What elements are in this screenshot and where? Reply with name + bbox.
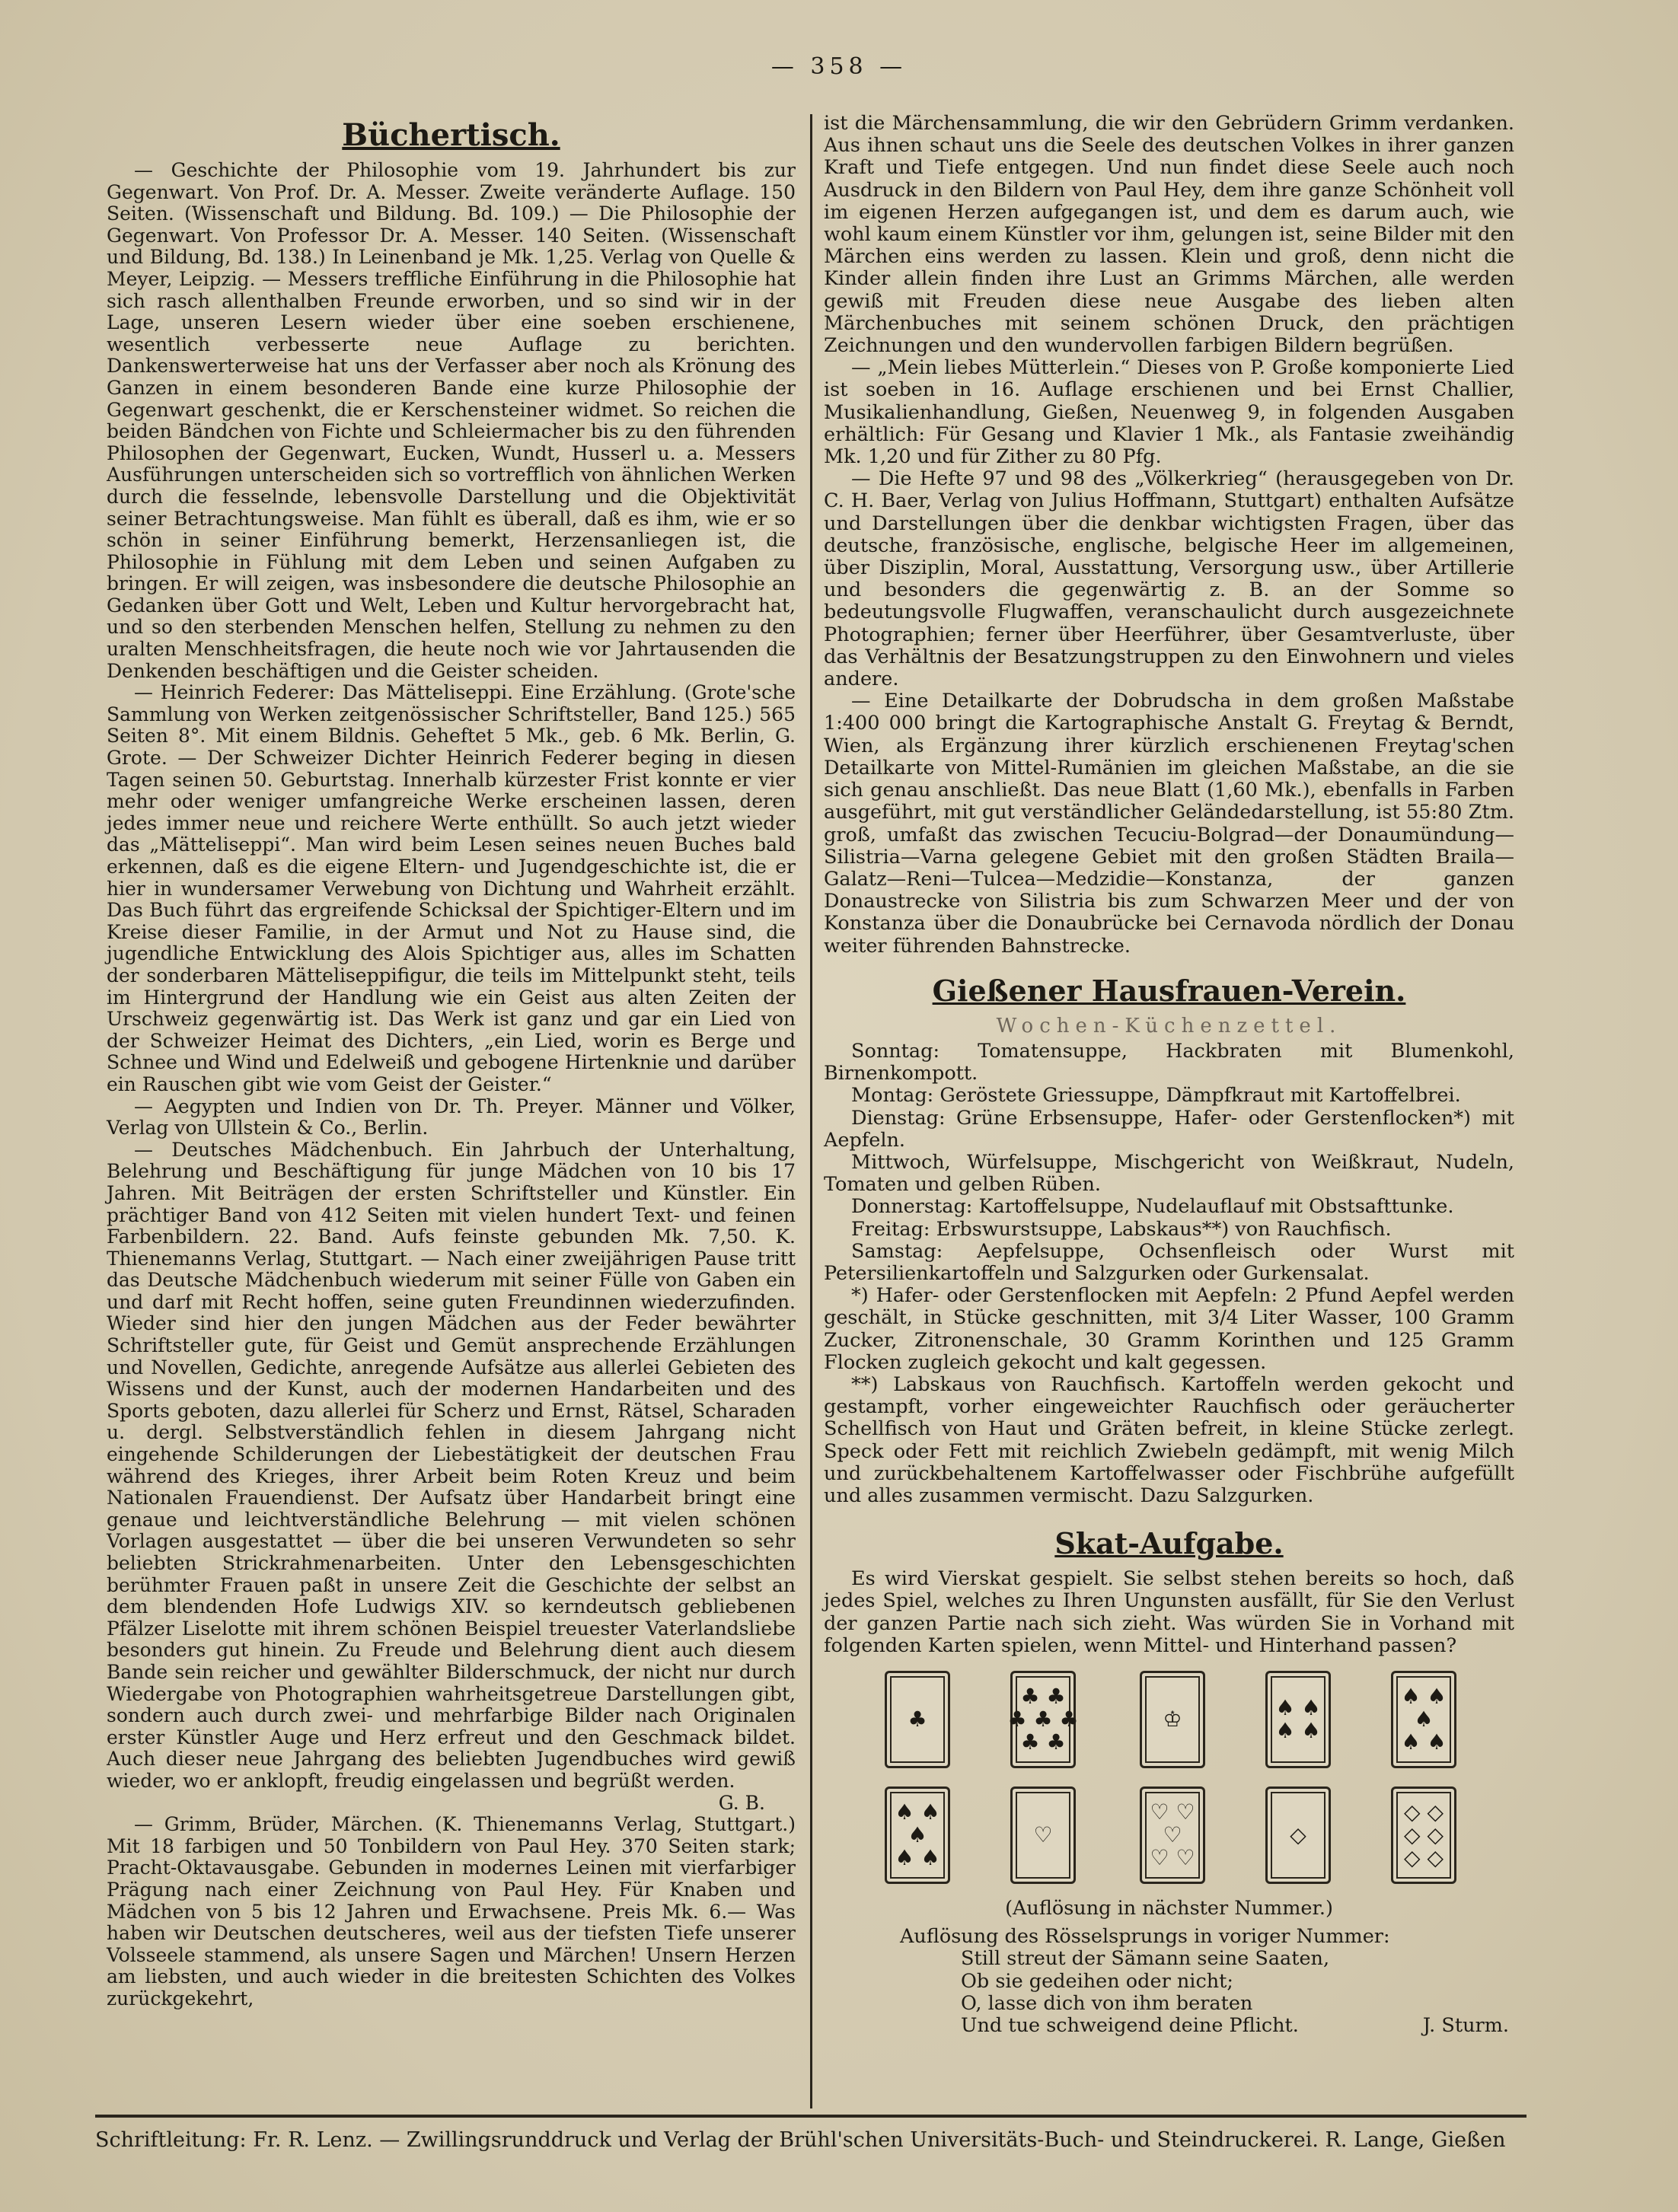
menu-day: Dienstag: Grüne Erbsensuppe, Hafer- oder Gerstenflocken*) mit Aepfeln. [824,1106,1514,1152]
review-aegypten: — Aegypten und Indien von Dr. Th. Preyer. Männer und Völker, Verlag von Ullstein & Co., Berlin. [107,1095,796,1139]
playing-cards [824,1665,1514,1893]
recipe-note: *) Hafer- oder Gerstenflocken mit Aepfeln: 2 Pfund Aepfel werden geschält, in Stücke geschnitten, mit 3/4 Liter Wasser, 100 Gramm Zucker, Zitronenschale, 30 Gramm Korinthen und 125 Gramm Flocken zugleich gekocht und kalt gegessen. [824,1284,1514,1374]
poem-line: Ob sie gedeihen oder nicht; [961,1969,1233,1993]
playing-card: ♣ [885,1671,950,1768]
menu-day: Freitag: Erbswurstsuppe, Labskaus**) von Rauchfisch. [851,1217,1392,1241]
playing-card: ◇ ◇ ◇ ◇ ◇ ◇ [1391,1786,1456,1884]
column-divider [810,114,812,2108]
playing-card: ♠ ♠ ♠ ♠ ♠ [1391,1671,1456,1768]
review-federer: — Heinrich Federer: Das Mätteliseppi. Eine Erzählung. (Grote'sche Sammlung von Werken zeitgenössischer Schriftsteller, Band 125.) 565 Seiten 8°. Mit einem Bildnis. Geheftet 5 Mk., geb. 6 Mk. Berlin, G. Grote. — Der Schweizer Dichter Heinrich Federer beging in diesen Tagen seinen 50. Geburtstag. Innerhalb kürzester Frist konnte er vier mehr oder weniger umfangreiche Werke erscheinen lassen, deren jedes immer neue und reichere Werte enthüllt. So auch jetzt wieder das „Mätteliseppi“. Man wird beim Lesen seines neuen Buches bald erkennen, daß es die eigene Eltern- und Jugendgeschichte ist, die er hier in wundersamer Verwebung von Dichtung und Wahrheit erzählt. Das Buch führt das ergreifende Schicksal der Spichtiger-Eltern und im Kreise dieser Familie, in der Armut und Not zu Hause sind, die jugendliche Entwicklung des Alois Spichtiger aus, alles im Schatten der sonderbaren Mätteliseppifigur, die teils im Mittelpunkt steht, teils im Hintergrund der Handlung wie ein Geist aus alten Zeiten der Urschweiz gegenwärtig ist. Das Werk ist ganz und gar ein Lied von der Schweizer Heimat des Dichters, „ein Lied, worin es Berge und Schnee und Wind und Edelweiß und gebogene Hirtenknie und darüber ein Rauschen gibt wie vom Geist der Geister.“ [107,681,796,1095]
notice-dobrudscha-map: — Eine Detailkarte der Dobrudscha in dem großen Maßstabe 1:400 000 bringt die Kartographische Anstalt G. Freytag & Berndt, Wien, als Ergänzung ihrer kürzlich erschienenen Freytag'schen Detailkarte von Mittel-Rumänien im gleichen Maßstabe, an die sie sich genau anschließt. Das neue Blatt (1,60 Mk.), ebenfalls in Farben ausgeführt, mit gut verständlicher Geländedarstellung, ist 55:80 Ztm. groß, umfaßt das zwischen Tecuciu-Bolgrad—der Donaumündung—Silistria—Varna gelegene Gebiet mit den großen Städten Braila—Galatz—Reni—Tulcea—Medzidie—Konstanza, der ganzen Donaustrecke von Silistria bis zum Schwarzen Meer und der von Konstanza über die Donaubrücke bei Cernavoda nördlich der Donau weiter führenden Bahnstrecke. [824,690,1514,958]
playing-card: ♡ [1010,1786,1076,1884]
page-number: — 358 — [770,53,908,80]
review-maedchenbuch: — Deutsches Mädchenbuch. Ein Jahrbuch der Unterhaltung, Belehrung und Beschäftigung für junge Mädchen von 10 bis 17 Jahren. Mit Beiträgen der ersten Schriftsteller und Künstler. Ein prächtiger Band von 412 Seiten mit vielen hundert Text- und feinen Farbenbildern. 22. Band. Aufs feinste gebunden Mk. 7,50. K. Thienemanns Verlag, Stuttgart. — Nach einer zweijährigen Pause tritt das Deutsche Mädchenbuch wiederum mit seiner Fülle von Gaben ein und darf mit Recht hoffen, seine guten Freundinnen wiederzufinden. Wieder sind hier den jungen Mädchen aus der Feder bewährter Schriftsteller gute, für Geist und Gemüt ansprechende Erzählungen und Novellen, Gedichte, anregende Aufsätze aus allerlei Gebieten des Wissens und der Kunst, auch der modernen Handarbeiten und des Sports geboten, dazu allerlei für Scherz und Ernst, Rätsel, Scharaden u. dergl. Selbstverständlich fehlen in diesem Jahrgang nicht eingehende Schilderungen der Liebestätigkeit der deutschen Frau während des Krieges, ihrer Arbeit beim Roten Kreuz und beim Nationalen Frauendienst. Der Aufsatz über Handarbeit bringt eine genaue und leichtverständliche Belehrung — mit vielen schönen Vorlagen ausgestattet — über die bei unseren Verwundeten so sehr beliebten Strickrahmenarbeiten. Unter den Lebensgeschichten berühmter Frauen paßt in unsere Zeit die Geschichte der selbst an dem blendenden Hofe Ludwigs XIV. so kerndeutsch gebliebenen Pfälzer Liselotte mit ihrem schönen Beispiel treuester Vaterlandsliebe besonders gut hinein. Zu Freude und Belehrung dient auch diesem Bande sein reicher und gewählter Bilderschmuck, der nicht nur durch Wiedergabe von Photographien wahrheitsgetreue Darstellungen gibt, sondern auch durch zwei- und mehrfarbige Bilder nach Originalen erster Künstler Auge und Herz erfreut und den Geschmack bildet. Auch dieser neue Jahrgang des beliebten Jugendbuches wird gewiß wieder, wo er anklopft, freudig eingelassen und begrüßt werden. [107,1138,796,1792]
menu-day: Mittwoch, Würfelsuppe, Mischgericht von Weißkraut, Nudeln, Tomaten und gelben Rüben. [824,1150,1514,1197]
poem-line: Und tue schweigend deine Pflicht. [961,2014,1299,2038]
poem-line: O, lasse dich von ihm beraten [961,1991,1253,2015]
review-grimm: — Grimm, Brüder, Märchen. (K. Thienemanns Verlag, Stuttgart.) Mit 18 farbigen und 50 Tonbildern von Paul Hey. 370 Seiten stark; Pracht-Oktavausgabe. Gebunden in modernes Leinen mit vierfarbiger Prägung nach einer Zeichnung von Paul Hey. Für Knaben und Mädchen von 5 bis 12 Jahren und Erwachsene. Preis Mk. 6.— Was haben wir Deutschen deutscheres, weil aus der tiefsten Tiefe unserer Volsseele stammend, als unsere Sagen und Märchen! Unsern Herzen am liebsten, und auch wieder in die breitesten Schichten des Volkes zurückgekehrt, [107,1813,796,2010]
imprint-footer: Schriftleitung: Fr. R. Lenz. — Zwillingsrunddruck und Verlag der Brühl'schen Universitäts-Buch- und Steindruckerei. R. Lange, Gießen [95,2128,1506,2152]
review-messer: — Geschichte der Philosophie vom 19. Jahrhundert bis zur Gegenwart. Von Prof. Dr. A. Messer. Zweite veränderte Auflage. 150 Seiten. (Wissenschaft und Bildung. Bd. 109.) — Die Philosophie der Gegenwart. Von Professor Dr. A. Messer. 140 Seiten. (Wissenschaft und Bildung, Bd. 138.) In Leinenband je Mk. 1,25. Verlag von Quelle & Meyer, Leipzig. — Messers treffliche Einführung in die Philosophie hat sich rasch allenthalben Freunde erworben, und so sind wir in der Lage, unseren Lesern wieder über eine soeben erschienene, wesentlich verbesserte neue Auflage zu berichten. Dankenswerterweise hat uns der Verfasser aber noch als Krönung des Ganzen in einem besonderen Bande eine kurze Philosophie der Gegenwart geschenkt, die er Kerschensteiner widmet. So reichen die beiden Bändchen von Fichte und Schleiermacher bis zu den führenden Philosophen der Gegenwart, Eucken, Wundt, Husserl u. a. Messers Ausführungen unterscheiden sich so vortrefflich von ähnlichen Werken durch die fesselnde, lebensvolle Darstellung und die Objektivität seiner Betrachtungsweise. Man fühlt es überall, daß es ihm, wie er so schön in seiner Einführung bemerkt, Herzensanliegen ist, die Philosophie in Fühlung mit dem Leben und seinen Aufgaben zu bringen. Er will zeigen, was insbesondere die deutsche Philosophie an Gedanken über Gott und Welt, Leben und Kultur hervorgebracht hat, und so den sterbenden Menschen helfen, Stellung zu nehmen zu den uralten Menschheitsfragen, die heute noch wie vor Jahrtausenden die Denkenden beschäftigen und die Geister scheiden. [107,159,796,682]
footer-rule [95,2115,1526,2118]
poem [961,1948,1514,2037]
menu-subtitle: Wochen-Küchenzettel. [996,1014,1342,1037]
menu-day: Sonntag: Tomatensuppe, Hackbraten mit Blumenkohl, Birnenkompott. [824,1039,1514,1085]
playing-card-king-icon: ♔ [1140,1671,1205,1768]
playing-card: ♡ ♡ ♡ ♡ ♡ [1140,1786,1205,1884]
notice-voelkerkrieg: — Die Hefte 97 und 98 des „Völkerkrieg“ (herausgegeben von Dr. C. H. Baer, Verlag von Julius Hoffmann, Stuttgart) enthalten Aufsätze und Darstellungen über die denkbar wichtigsten Fragen, über das deutsche, französische, englische, belgische Heer im allgemeinen, über Disziplin, Moral, Ausstattung, Versorgung usw., über Artillerie und besonders die gegenwärtig z. B. an der Somme so bedeutungsvolle Flugwaffen, veranschaulicht durch ausgezeichnete Photographien; ferner über Heerführer, über Gesamtverluste, über das Verhältnis der Besatzungstruppen zu den Einwohnern und vieles andere. [824,467,1514,691]
playing-card: ♠ ♠ ♠ ♠ ♠ [885,1786,950,1884]
review-grimm-continued: ist die Märchensammlung, die wir den Gebrüdern Grimm verdanken. Aus ihnen schaut uns die Seele des deutschen Volkes in ihrer ganzen Kraft und Tiefe entgegen. Und nun findet diese Seele auch noch Ausdruck in den Bildern von Paul Hey, dem ihre ganze Schönheit voll im eigenen Herzen aufgegangen ist, und dem es darum auch, wie wohl kaum einem Künstler vor ihm, gelungen ist, seine Bilder mit den Märchen eins werden zu lassen. Klein und groß, denn nicht die Kinder allein finden ihre Lust an Grimms Märchen, alle werden gewiß mit Freuden diese neue Ausgabe des lieben alten Märchenbuches mit seinem schönen Druck, den prächtigen Zeichnungen und den wundervollen farbigen Bildern begrüßen. [824,112,1514,358]
review-signature: G. B. [718,1791,765,1814]
playing-card: ♠ ♠ ♠ ♠ [1265,1671,1331,1768]
section-heading-buechertisch: Büchertisch. [342,117,560,153]
left-column [107,114,796,2010]
section-heading-skat: Skat-Aufgabe. [1054,1526,1284,1561]
section-heading-hausfrauen: Gießener Hausfrauen-Verein. [932,973,1406,1008]
menu-day: Montag: Geröstete Griessuppe, Dämpfkraut mit Kartoffelbrei. [851,1084,1461,1108]
playing-card: ♣ ♣ ♣ ♣ ♣ ♣ ♣ [1010,1671,1076,1768]
menu-day: Samstag: Aepfelsuppe, Ochsenfleisch oder Wurst mit Petersilienkartoffeln und Salzgurken oder Gurkensalat. [824,1239,1514,1285]
recipe-note: **) Labskaus von Rauchfisch. Kartoffeln werden gekocht und gestampft, vorher eingeweichter Rauchfisch oder geräucherter Schellfisch von Haut und Gräten befreit, in kleine Stücke zerlegt. Speck oder Fett mit reichlich Zwiebeln gedämpft, mit wenig Milch und zurückbehaltenem Kartoffelwasser oder Fischbrühe aufgefüllt und alles zusammen vermischt. Dazu Salzgurken. [824,1372,1514,1507]
poem-author: J. Sturm. [1422,2014,1509,2038]
notice-muetterlein: — „Mein liebes Mütterlein.“ Dieses von P. Große komponierte Lied ist soeben in 16. Auflage erschienen und bei Ernst Challier, Musikalienhandlung, Gießen, Neuenweg 9, in folgenden Ausgaben erhältlich: Für Gesang und Klavier 1 Mk., als Fantasie zweihändig Mk. 1,20 und für Zither zu 80 Pfg. [824,356,1514,469]
poem-line: Still streut der Sämann seine Saaten, [961,1947,1330,1971]
cards-caption: (Auflösung in nächster Nummer.) [1005,1897,1333,1920]
menu-day: Donnerstag: Kartoffelsuppe, Nudelauflauf mit Obstsafttunke. [851,1195,1454,1219]
playing-card: ◇ [1265,1786,1331,1884]
skat-problem-text: Es wird Vierskat gespielt. Sie selbst stehen bereits so hoch, daß jedes Spiel, welches zu Ihren Ungunsten ausfällt, für Sie den Verlust der ganzen Partie nach sich zieht. Was würden Sie in Vorhand mit folgenden Karten spielen, wenn Mittel- und Hinterhand passen? [824,1567,1514,1657]
right-column [824,113,1514,2037]
raetsel-title: Auflösung des Rösselsprungs in voriger Nummer: [900,1925,1390,1949]
